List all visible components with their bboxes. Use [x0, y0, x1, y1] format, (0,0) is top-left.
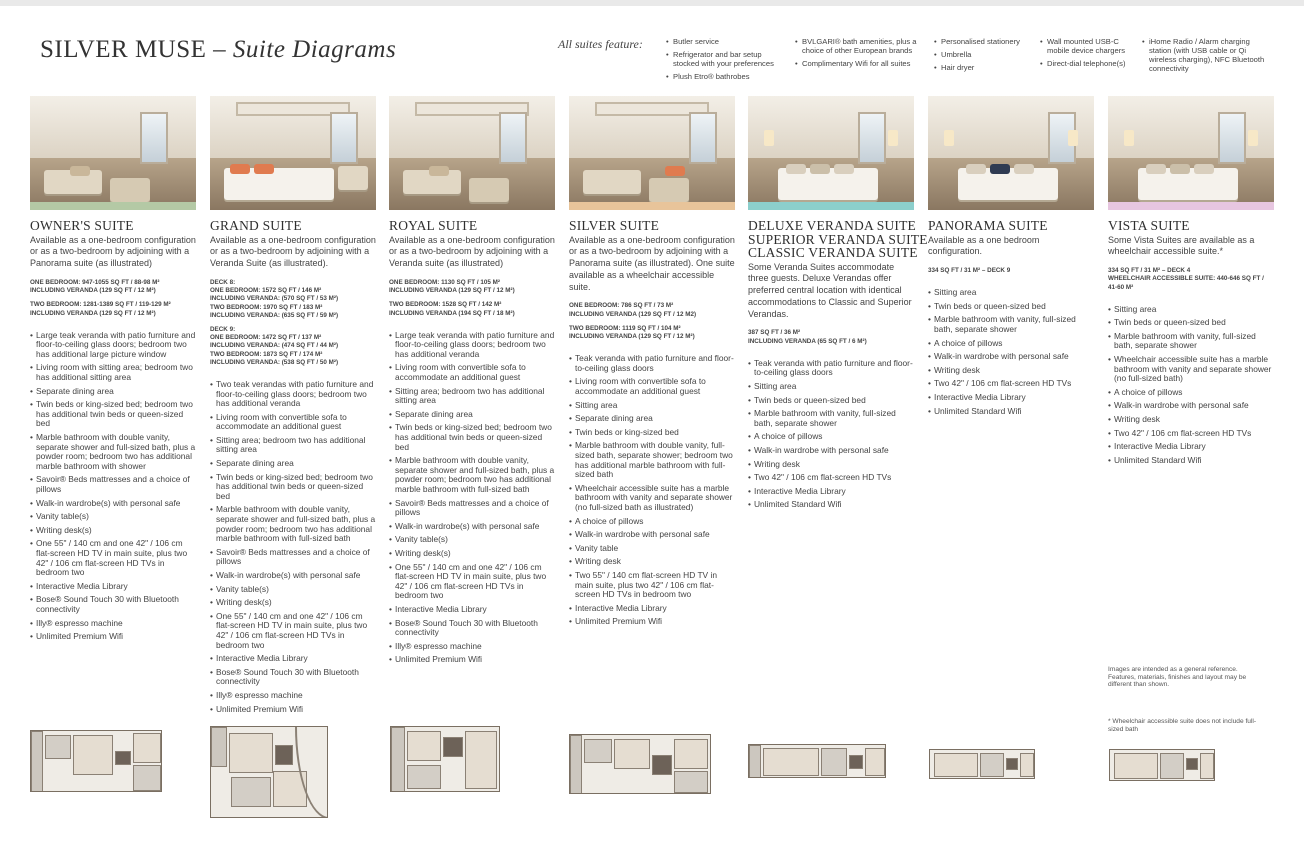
amenity-item: • Sitting area; bedroom two has additional sitting area — [210, 436, 376, 455]
suite-description: Available as a one bedroom configuration. — [928, 234, 1040, 257]
suite-title — [1108, 219, 1274, 233]
title-sub: Suite Diagrams — [232, 36, 397, 63]
amenity-item: • Illy® espresso machine — [389, 642, 555, 652]
amenity-item: • Vanity table(s) — [210, 585, 376, 595]
veranda-suite-column — [748, 96, 928, 514]
suite-description: Available as a one-bedroom configuration or as a two-bedroom by adjoining with a Panorama suite (as illustrated) — [30, 234, 196, 269]
amenity-item: • Walk-in wardrobe with personal safe — [569, 530, 735, 540]
feature-item: • Butler service — [666, 37, 788, 46]
amenities-list — [210, 380, 376, 714]
amenity-item: • Twin beds or king-sized bed; bedroom two has additional twin beds or queen-sized bed — [30, 400, 196, 429]
amenity-item: • One 55" / 140 cm and one 42" / 106 cm flat-screen HD TV in main suite, plus two 42" / 106 cm flat-screen HD TVs in bedroom two — [210, 612, 376, 650]
suite-description: Some Vista Suites are available as a wheelchair accessible suite.* — [1108, 234, 1255, 257]
amenity-item: • Writing desk(s) — [210, 598, 376, 608]
vista-suite-column — [1108, 96, 1274, 469]
amenity-item: • Sitting area — [569, 401, 735, 411]
amenity-item: • Writing desk(s) — [30, 526, 196, 536]
amenity-item: • A choice of pillows — [928, 339, 1094, 349]
suite-title-line: OWNER'S SUITE — [30, 218, 134, 233]
vista-suite-floorplan — [1109, 749, 1215, 781]
silver-suite-column — [569, 96, 735, 631]
amenity-item: • Sitting area — [1108, 305, 1274, 315]
suite-description: Available as a one-bedroom configuration or as a two-bedroom by adjoining with a Veranda Suite (as illustrated). — [210, 234, 376, 269]
amenity-item: • Living room with sitting area; bedroom two has additional sitting area — [30, 363, 196, 382]
features-column-2 — [795, 37, 925, 72]
amenity-item: • Writing desk — [928, 366, 1094, 376]
amenity-item: • Wheelchair accessible suite has a marble bathroom with vanity and separate shower (no full-sized bath as illustrated) — [569, 484, 735, 513]
amenity-item: • Twin beds or queen-sized bed — [748, 396, 914, 406]
panorama-suite-photo — [928, 96, 1094, 210]
spec-line: DECK 9: — [210, 325, 236, 333]
feature-item: • Wall mounted USB-C mobile device chargers — [1040, 37, 1136, 55]
amenity-item: • Bose® Sound Touch 30 with Bluetooth connectivity — [389, 619, 555, 638]
amenity-item: • Marble bathroom with double vanity, separate shower and full-sized bath, plus a powder room; bedroom two has additional marble bathroom with full-sized bath — [210, 505, 376, 543]
images-disclaimer: Images are intended as a general reference. Features, materials, finishes and layout may be different than shown. — [1108, 666, 1247, 689]
amenity-item: • Two 42" / 106 cm flat-screen HD TVs — [928, 379, 1094, 389]
amenity-item: • Marble bathroom with double vanity, full-sized bath, separate shower; bedroom two has additional marble bathroom with full-sized bath — [569, 441, 735, 479]
amenity-item: • Unlimited Standard Wifi — [748, 500, 914, 510]
amenity-item: • Unlimited Premium Wifi — [389, 655, 555, 665]
amenity-item: • Bose® Sound Touch 30 with Bluetooth connectivity — [210, 668, 376, 687]
veranda-suite-photo — [748, 96, 914, 210]
amenity-item: • Unlimited Premium Wifi — [210, 705, 376, 715]
feature-item: • Hair dryer — [934, 63, 1032, 72]
feature-item: • Personalised stationery — [934, 37, 1032, 46]
amenity-item: • One 55" / 140 cm and one 42" / 106 cm flat-screen HD TV in main suite, plus two 42" / 106 cm flat-screen HD TVs in bedroom two — [389, 563, 555, 601]
amenity-item: • Marble bathroom with vanity, full-sized bath, separate shower — [748, 409, 914, 428]
amenity-item: • Two teak verandas with patio furniture and floor-to-ceiling glass doors; bedroom two has additional veranda — [210, 380, 376, 409]
amenity-item: • Living room with convertible sofa to accommodate an additional guest — [389, 363, 555, 382]
suite-title — [748, 218, 928, 260]
panorama-suite-floorplan — [929, 749, 1035, 779]
veranda-suite-floorplan — [748, 744, 886, 778]
amenity-item: • Teak veranda with patio furniture and floor-to-ceiling glass doors — [748, 359, 914, 378]
amenity-item: • Twin beds or queen-sized bed — [928, 302, 1094, 312]
suite-description: Available as a one-bedroom configuration or as a two-bedroom by adjoining with a Veranda suite (as illustrated) — [389, 234, 555, 269]
royal-suite-column — [389, 96, 555, 669]
amenity-item: • Living room with convertible sofa to accommodate an additional guest — [210, 413, 376, 432]
amenity-item: • Walk-in wardrobe(s) with personal safe — [389, 522, 555, 532]
amenity-item: • Separate dining area — [389, 410, 555, 420]
spec-line: INCLUDING VERANDA (129 SQ FT / 12 M2) — [569, 310, 697, 318]
amenities-list — [569, 354, 735, 627]
amenity-item: • Walk-in wardrobe(s) with personal safe — [210, 571, 376, 581]
suite-description: Some Veranda Suites accommodate three guests. Deluxe Verandas offer preferred central location with identical accommodations to Classic and Superior Verandas. — [748, 261, 912, 319]
amenity-item: • Marble bathroom with vanity, full-sized bath, separate shower — [928, 315, 1094, 334]
amenity-item: • Sitting area; bedroom two has additional sitting area — [389, 387, 555, 406]
amenity-item: • One 55" / 140 cm and one 42" / 106 cm flat-screen HD TV in main suite, plus two 42" / 106 cm flat-screen HD TVs in bedroom two — [30, 539, 196, 577]
amenity-item: • Vanity table — [569, 544, 735, 554]
owners-suite-photo — [30, 96, 196, 210]
owners-suite-column — [30, 96, 196, 646]
amenity-item: • Vanity table(s) — [30, 512, 196, 522]
amenity-item: • Interactive Media Library — [928, 393, 1094, 403]
spec-line: INCLUDING VERANDA (129 SQ FT / 12 M²) — [569, 333, 695, 341]
amenity-item: • Separate dining area — [30, 387, 196, 397]
amenity-item: • Two 55" / 140 cm flat-screen HD TV in main suite, plus two 42" / 106 cm flat-screen HD TVs in bedroom two — [569, 571, 735, 600]
features-column-3 — [934, 37, 1032, 76]
feature-item: • iHome Radio / Alarm charging station (with USB cable or Qi wireless charging), NFC Bluetooth connectivity — [1142, 37, 1272, 73]
spec-line: ONE BEDROOM: 786 SQ FT / 73 M² — [569, 302, 674, 310]
amenity-item: • Interactive Media Library — [569, 604, 735, 614]
amenity-item: • A choice of pillows — [569, 517, 735, 527]
amenity-item: • Walk-in wardrobe(s) with personal safe — [30, 499, 196, 509]
amenity-item: • Illy® espresso machine — [210, 691, 376, 701]
suite-title-line: DELUXE VERANDA SUITE — [748, 218, 916, 233]
features-label: All suites feature: — [558, 37, 643, 51]
suite-title-line: CLASSIC VERANDA SUITE — [748, 245, 918, 260]
features-column-5 — [1142, 37, 1272, 77]
amenity-item: • Unlimited Premium Wifi — [30, 632, 196, 642]
spec-line: TWO BEDROOM: 1873 SQ FT / 174 M² — [210, 350, 323, 358]
silver-suite-photo — [569, 96, 735, 210]
suite-specs — [748, 329, 914, 345]
amenity-item: • Separate dining area — [569, 414, 735, 424]
spec-line: ONE BEDROOM: 1472 SQ FT / 137 M² — [210, 334, 322, 342]
spec-line: 334 SQ FT / 31 M² – DECK 9 — [928, 267, 1011, 275]
spec-line: INCLUDING VERANDA: (570 SQ FT / 53 M²) — [210, 295, 339, 303]
spec-line: DECK 8: — [210, 278, 236, 286]
amenity-item: • Interactive Media Library — [1108, 442, 1274, 452]
amenity-item: • Separate dining area — [210, 459, 376, 469]
feature-item: • Umbrella — [934, 50, 1032, 59]
spec-line: TWO BEDROOM: 1528 SQ FT / 142 M² — [389, 301, 502, 309]
suite-specs — [389, 279, 555, 318]
amenity-item: • Writing desk — [748, 460, 914, 470]
suite-specs — [569, 302, 735, 341]
amenity-item: • Living room with convertible sofa to accommodate an additional guest — [569, 377, 735, 396]
page-title — [40, 36, 396, 64]
suite-specs — [1108, 267, 1274, 292]
amenity-item: • Two 42" / 106 cm flat-screen HD TVs — [1108, 429, 1274, 439]
amenity-item: • Large teak veranda with patio furniture and floor-to-ceiling glass doors; bedroom two has additional large picture window — [30, 331, 196, 360]
spec-line: TWO BEDROOM: 1281-1389 SQ FT / 119-129 M² — [30, 301, 171, 309]
suite-title-line: SILVER SUITE — [569, 218, 660, 233]
spec-line: INCLUDING VERANDA: (635 SQ FT / 59 M²) — [210, 311, 339, 319]
amenity-item: • Interactive Media Library — [30, 582, 196, 592]
title-main: SILVER MUSE — [40, 36, 207, 63]
spec-line: ONE BEDROOM: 1572 SQ FT / 146 M² — [210, 287, 322, 295]
suite-title — [389, 219, 555, 233]
amenity-item: • Large teak veranda with patio furniture and floor-to-ceiling glass doors; bedroom two has additional veranda — [389, 331, 555, 360]
suite-title — [210, 219, 376, 233]
suite-title-line: PANORAMA SUITE — [928, 218, 1048, 233]
suite-title — [30, 219, 196, 233]
suite-description: Available as a one-bedroom configuration or as a two-bedroom by adjoining with a Panorama suite (as illustrated). One suite available as a wheelchair accessible suite. — [569, 234, 735, 292]
owners-suite-floorplan — [30, 730, 162, 792]
amenity-item: • Sitting area — [748, 382, 914, 392]
amenity-item: • Walk-in wardrobe with personal safe — [928, 352, 1094, 362]
amenity-item: • Wheelchair accessible suite has a marble bathroom with vanity and separate shower (no full-sized bath) — [1108, 355, 1274, 384]
spec-line: INCLUDING VERANDA: (474 SQ FT / 44 M²) — [210, 342, 339, 350]
amenity-item: • A choice of pillows — [748, 432, 914, 442]
top-border — [0, 0, 1304, 6]
amenity-item: • Interactive Media Library — [748, 487, 914, 497]
amenities-list — [30, 331, 196, 642]
amenity-item: • Interactive Media Library — [210, 654, 376, 664]
spec-line: 334 SQ FT / 31 M² – DECK 4 — [1108, 267, 1191, 275]
title-dash: – — [206, 36, 233, 63]
amenity-item: • Two 42" / 106 cm flat-screen HD TVs — [748, 473, 914, 483]
amenity-item: • Sitting area — [928, 288, 1094, 298]
amenity-item: • Walk-in wardrobe with personal safe — [748, 446, 914, 456]
suite-title-line: ROYAL SUITE — [389, 218, 478, 233]
spec-line: ONE BEDROOM: 1130 SQ FT / 105 M² — [389, 278, 500, 286]
spec-line: TWO BEDROOM: 1970 SQ FT / 183 M² — [210, 303, 323, 311]
spec-line: INCLUDING VERANDA: (538 SQ FT / 50 M²) — [210, 358, 339, 366]
amenity-item: • Teak veranda with patio furniture and floor-to-ceiling glass doors — [569, 354, 735, 373]
amenity-item: • Savoir® Beds mattresses and a choice of pillows — [210, 548, 376, 567]
amenity-item: • Interactive Media Library — [389, 605, 555, 615]
feature-item: • Refrigerator and bar setup stocked with your preferences — [666, 50, 788, 68]
amenity-item: • Vanity table(s) — [389, 535, 555, 545]
amenity-item: • Unlimited Standard Wifi — [928, 407, 1094, 417]
spec-line: WHEELCHAIR ACCESSIBLE SUITE: 440-646 SQ FT / 41-60 M² — [1108, 275, 1264, 291]
amenities-list — [1108, 305, 1274, 466]
amenity-item: • Unlimited Premium Wifi — [569, 617, 735, 627]
features-column-4 — [1040, 37, 1136, 72]
amenity-item: • Walk-in wardrobe with personal safe — [1108, 401, 1274, 411]
amenity-item: • Savoir® Beds mattresses and a choice of pillows — [389, 499, 555, 518]
spec-line: INCLUDING VERANDA (65 SQ FT / 6 M²) — [748, 337, 867, 345]
amenity-item: • Marble bathroom with double vanity, separate shower and full-sized bath, plus a powder room; bedroom two has additional marble bathroom with shower — [30, 433, 196, 471]
feature-item: • Plush Etro® bathrobes — [666, 72, 788, 81]
wheelchair-note: * Wheelchair accessible suite does not include full-sized bath — [1108, 718, 1257, 733]
suite-title-line: SUPERIOR VERANDA SUITE — [748, 231, 928, 247]
amenity-item: • Illy® espresso machine — [30, 619, 196, 629]
vista-suite-photo — [1108, 96, 1274, 210]
suite-specs — [210, 279, 376, 367]
spec-line: INCLUDING VERANDA (129 SQ FT / 12 M²) — [389, 287, 515, 295]
panorama-suite-column — [928, 96, 1094, 420]
feature-item: • Complimentary Wifi for all suites — [795, 59, 925, 68]
suite-specs — [928, 267, 1094, 275]
amenity-item: • Twin beds or king-sized bed — [569, 428, 735, 438]
suite-specs — [30, 279, 196, 318]
amenities-list — [389, 331, 555, 665]
amenity-item: • Twin beds or king-sized bed; bedroom two has additional twin beds or queen-sized bed — [210, 473, 376, 502]
suite-title — [569, 219, 735, 233]
amenity-item: • Writing desk — [569, 557, 735, 567]
spec-line: INCLUDING VERANDA (129 SQ FT / 12 M²) — [30, 309, 156, 317]
features-column-1 — [666, 37, 788, 85]
amenities-list — [928, 288, 1094, 416]
silver-suite-floorplan — [569, 734, 711, 794]
royal-suite-photo — [389, 96, 555, 210]
spec-line: 387 SQ FT / 36 M² — [748, 329, 801, 337]
grand-suite-floorplan — [210, 726, 328, 818]
amenity-item: • Writing desk — [1108, 415, 1274, 425]
spec-line: INCLUDING VERANDA (194 SQ FT / 18 M²) — [389, 309, 515, 317]
amenity-item: • Bose® Sound Touch 30 with Bluetooth connectivity — [30, 595, 196, 614]
feature-item: • Direct-dial telephone(s) — [1040, 59, 1136, 68]
grand-suite-column — [210, 96, 376, 718]
amenity-item: • A choice of pillows — [1108, 388, 1274, 398]
amenity-item: • Twin beds or queen-sized bed — [1108, 318, 1274, 328]
spec-line: TWO BEDROOM: 1119 SQ FT / 104 M² — [569, 324, 681, 332]
spec-line: ONE BEDROOM: 947-1055 SQ FT / 88-98 M² — [30, 278, 160, 286]
suite-title-line: VISTA SUITE — [1108, 218, 1190, 233]
suite-title — [928, 219, 1094, 233]
feature-item: • BVLGARI® bath amenities, plus a choice of other European brands — [795, 37, 925, 55]
amenity-item: • Twin beds or king-sized bed; bedroom two has additional twin beds or queen-sized bed — [389, 423, 555, 452]
amenity-item: • Savoir® Beds mattresses and a choice of pillows — [30, 475, 196, 494]
amenity-item: • Marble bathroom with double vanity, separate shower and full-sized bath, plus a powder room; bedroom two has additional marble bathroom with full-sized bath — [389, 456, 555, 494]
suite-title-line: GRAND SUITE — [210, 218, 302, 233]
amenity-item: • Writing desk(s) — [389, 549, 555, 559]
grand-suite-photo — [210, 96, 376, 210]
amenity-item: • Marble bathroom with vanity, full-sized bath, separate shower — [1108, 332, 1274, 351]
amenity-item: • Unlimited Standard Wifi — [1108, 456, 1274, 466]
spec-line: INCLUDING VERANDA (129 SQ FT / 12 M²) — [30, 287, 156, 295]
royal-suite-floorplan — [390, 726, 500, 792]
amenities-list — [748, 359, 914, 510]
